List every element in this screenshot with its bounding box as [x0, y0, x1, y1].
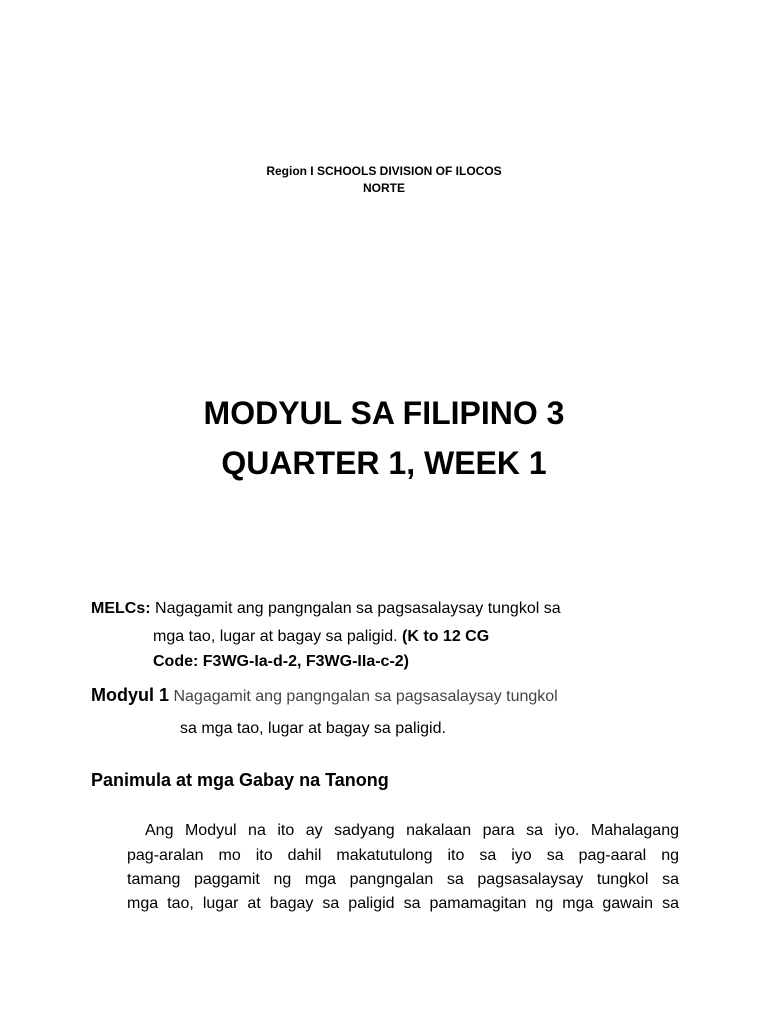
melcs-label: MELCs: [91, 600, 151, 617]
melcs-line2 [153, 626, 489, 648]
division-header-line2: NORTE [363, 181, 405, 195]
paragraph-line-2: pag-aralan mo ito dahil makatutulong ito sa iyo sa pag-aaral ng [127, 847, 679, 864]
division-header-line1: Region I SCHOOLS DIVISION OF ILOCOS [266, 164, 502, 178]
melcs-line1 [91, 598, 561, 620]
melcs-code-part1: (K to 12 CG [402, 628, 490, 645]
section-heading: Panimula at mga Gabay na Tanong [91, 770, 389, 790]
melcs-code-part2: Code: F3WG-Ia-d-2, F3WG-IIa-c-2) [153, 653, 409, 670]
melcs-text-1: Nagagamit ang pangngalan sa pagsasalaysay tungkol sa [150, 600, 561, 617]
melcs-text-2: mga tao, lugar at bagay sa paligid. [153, 628, 403, 645]
paragraph-line-1: Ang Modyul na ito ay sadyang nakalaan para sa iyo. Mahalagang [145, 822, 679, 839]
paragraph-line-3: tamang paggamit ng mga pangngalan sa pagsasalaysay tungkol sa [127, 871, 679, 888]
modyul-line2: sa mga tao, lugar at bagay sa paligid. [180, 720, 446, 737]
module-subtitle: QUARTER 1, WEEK 1 [221, 445, 547, 481]
paragraph-line-4: mga tao, lugar at bagay sa paligid sa pamamagitan ng mga gawain sa [127, 895, 679, 912]
modyul-line1 [91, 684, 558, 708]
modyul-text-1: Nagagamit ang pangngalan sa pagsasalaysay tungkol [169, 688, 558, 705]
module-title: MODYUL SA FILIPINO 3 [203, 395, 565, 431]
modyul-label: Modyul 1 [91, 685, 170, 705]
